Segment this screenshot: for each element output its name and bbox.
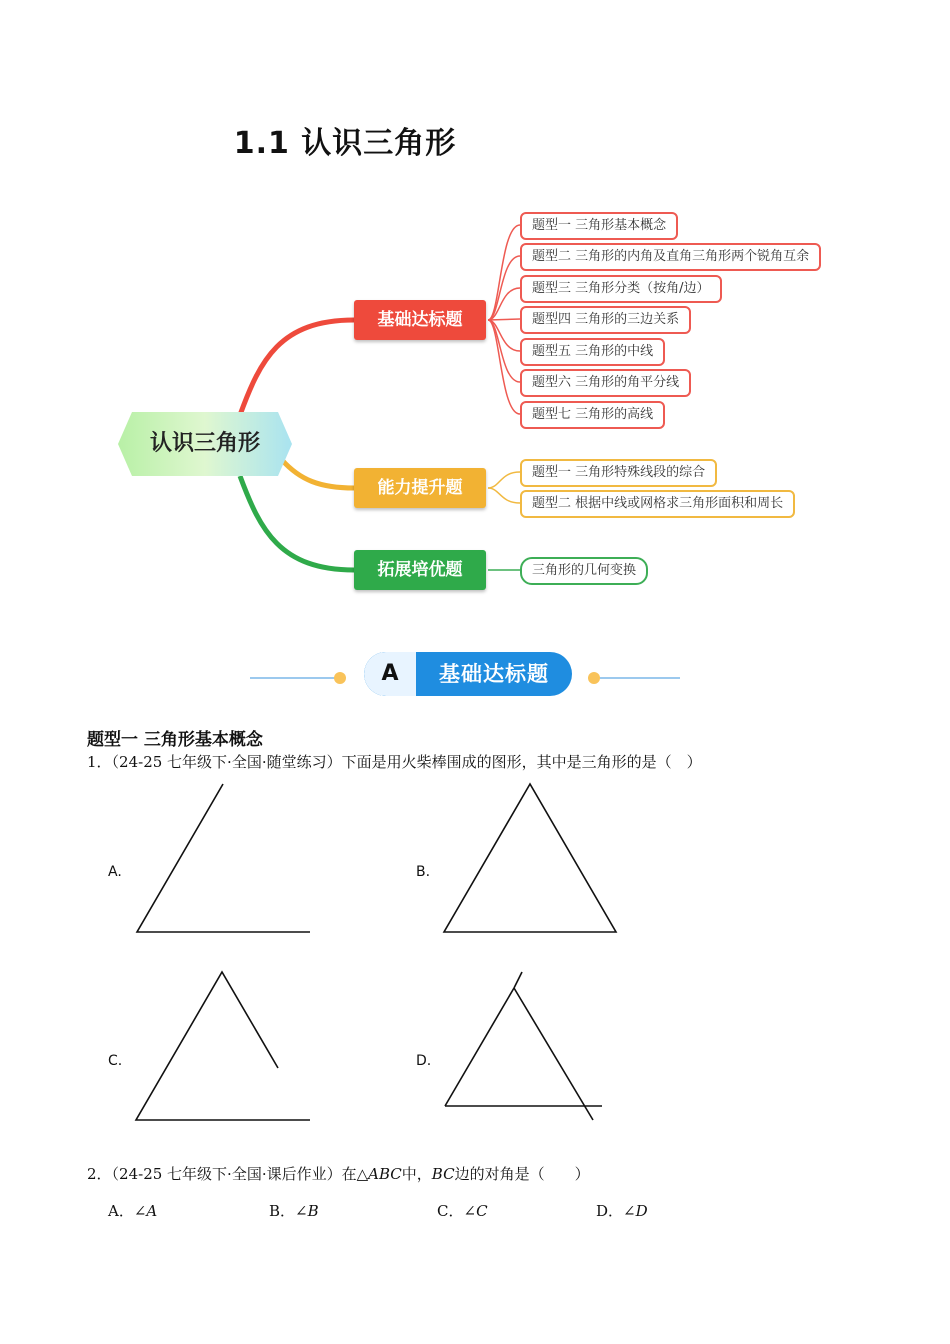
leaf-basic-4: 题型四 三角形的三边关系 (520, 306, 691, 334)
question-2-number: 2． (87, 1165, 112, 1183)
leaf-basic-6: 题型六 三角形的角平分线 (520, 369, 691, 397)
question-1-number: 1． (87, 753, 112, 771)
question-2-text-pre: 在△ (341, 1165, 369, 1183)
question-1 (87, 751, 702, 772)
q2-option-b-var: B (307, 1202, 319, 1220)
q2-option-a-var: A (146, 1202, 158, 1220)
mindmap-root (118, 412, 292, 476)
section-banner-label: 基础达标题 (439, 662, 549, 686)
question-2-text-post: 边的对角是（ ） (454, 1165, 590, 1183)
q2-option-c (437, 1200, 488, 1221)
connector-extend (240, 476, 354, 570)
option-a-figure (130, 780, 320, 940)
topic-heading: 题型一 三角形基本概念 (87, 730, 263, 750)
option-c-figure (130, 966, 320, 1126)
question-1-text: 下面是用火柴棒围成的图形，其中是三角形的是（ ） (341, 753, 702, 771)
leaf-ability-1: 题型一 三角形特殊线段的综合 (520, 459, 717, 487)
question-1-source: （24-25 七年级下·全国·随堂练习） (111, 753, 342, 771)
connector-ability-leaves (488, 472, 520, 503)
question-2-source: （24-25 七年级下·全国·课后作业） (111, 1165, 342, 1183)
question-2-text-mid: 中， (401, 1165, 432, 1183)
option-a-label: A. (108, 864, 122, 880)
question-2-side: BC (431, 1165, 455, 1183)
question-2-triangle: ABC (368, 1165, 402, 1183)
angle-symbol: ∠ (295, 1202, 308, 1220)
branch-ability: 能力提升题 (354, 468, 486, 508)
option-d-label: D. (416, 1053, 432, 1069)
leaf-ability-2: 题型二 根据中线或网格求三角形面积和周长 (520, 490, 795, 518)
leaf-extend-1: 三角形的几何变换 (520, 557, 648, 585)
q2-option-c-var: C (476, 1202, 488, 1220)
question-2 (87, 1163, 590, 1184)
leaf-basic-3: 题型三 三角形分类（按角/边） (520, 275, 722, 303)
angle-symbol: ∠ (133, 1202, 147, 1220)
q2-option-b-letter: B． (269, 1202, 296, 1220)
q2-option-b (269, 1200, 319, 1221)
connector-ability (282, 460, 354, 488)
option-b-figure (438, 780, 628, 940)
leaf-basic-5: 题型五 三角形的中线 (520, 338, 665, 366)
connector-basic-leaves (488, 225, 520, 414)
q2-option-d (596, 1200, 648, 1221)
connector-basic (240, 320, 354, 415)
section-banner (364, 652, 572, 696)
section-banner-letter: A (364, 652, 416, 696)
mindmap-root-label: 认识三角形 (149, 431, 260, 456)
q2-option-a-letter: A． (108, 1202, 134, 1220)
branch-extend: 拓展培优题 (354, 550, 486, 590)
option-d-figure (438, 966, 628, 1126)
q2-option-a (108, 1200, 157, 1221)
angle-symbol: ∠ (463, 1202, 477, 1220)
branch-basic: 基础达标题 (354, 300, 486, 340)
leaf-basic-7: 题型七 三角形的高线 (520, 401, 665, 429)
angle-symbol: ∠ (623, 1202, 636, 1220)
page-title: 1.1 认识三角形 (233, 126, 457, 161)
q2-option-c-letter: C． (437, 1202, 464, 1220)
leaf-basic-1: 题型一 三角形基本概念 (520, 212, 678, 240)
option-b-label: B. (416, 864, 431, 880)
q2-option-d-var: D (635, 1202, 648, 1220)
leaf-basic-2: 题型二 三角形的内角及直角三角形两个锐角互余 (520, 243, 821, 271)
q2-option-d-letter: D． (596, 1202, 624, 1220)
option-c-label: C. (108, 1053, 123, 1069)
